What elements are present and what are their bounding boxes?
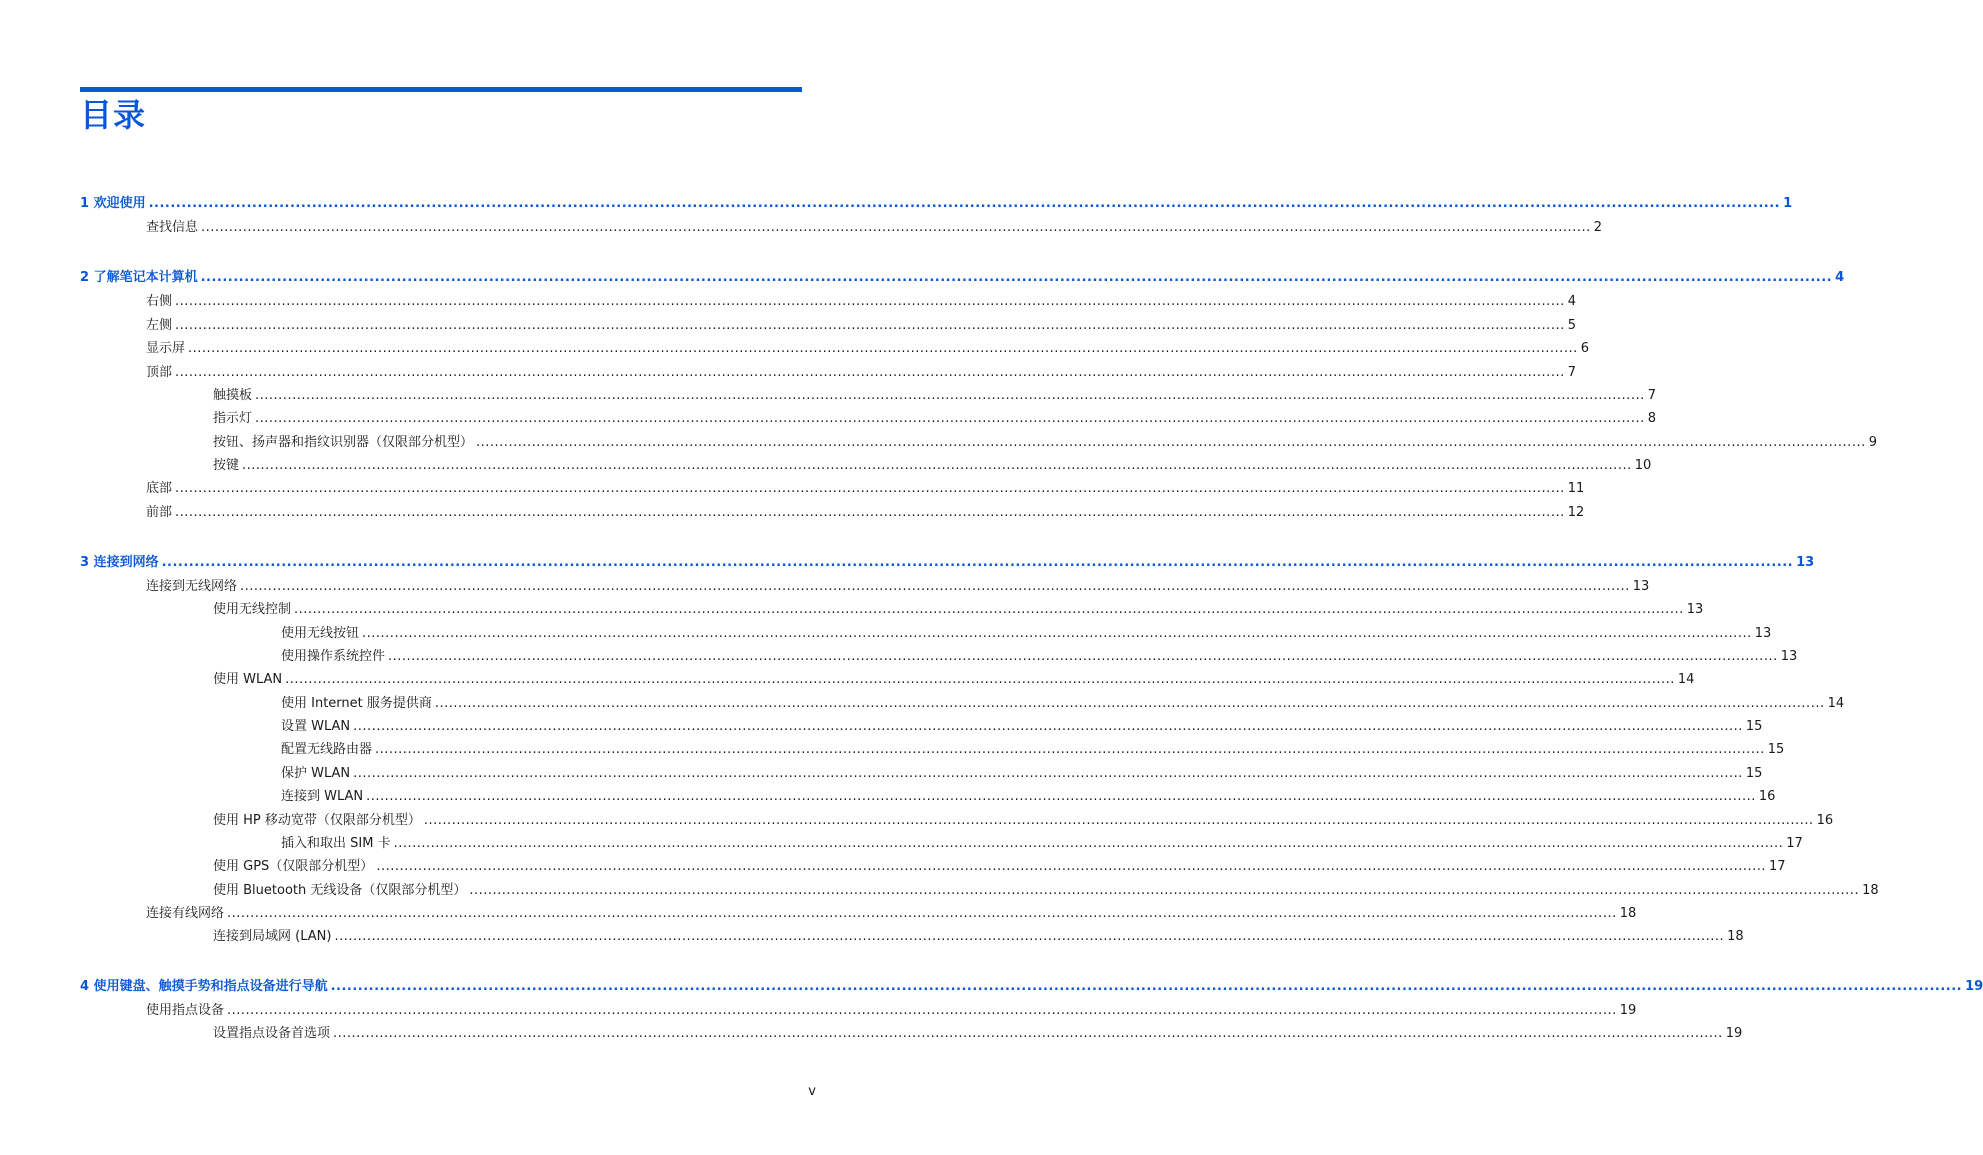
toc-entry-page: 6 bbox=[1580, 341, 1589, 356]
dot-leader: ............................................................................................................................................................................................................................................................................................................ bbox=[188, 341, 1578, 356]
toc-entry-label: 使用无线按钮 bbox=[281, 626, 360, 641]
dot-leader: ............................................................................................................................................................................................................................................................................................................ bbox=[434, 696, 1825, 711]
toc-entry[interactable] bbox=[281, 649, 1798, 665]
toc-entry-label: 使用 Bluetooth 无线设备（仅限部分机型） bbox=[213, 883, 467, 898]
dot-leader: ............................................................................................................................................................................................................................................................................................................ bbox=[161, 555, 1794, 570]
toc-entry-page: 14 bbox=[1827, 696, 1845, 711]
toc-entry-label: 查找信息 bbox=[146, 220, 199, 235]
toc-entry-page: 16 bbox=[1816, 813, 1834, 828]
toc-entry-label: 设置 WLAN bbox=[281, 719, 351, 734]
dot-leader: ............................................................................................................................................................................................................................................................................................................ bbox=[294, 602, 1684, 617]
dot-leader: ............................................................................................................................................................................................................................................................................................................ bbox=[148, 196, 1781, 211]
dot-leader: ............................................................................................................................................................................................................................................................................................................ bbox=[255, 388, 1645, 403]
toc-entry-label: 1 欢迎使用 bbox=[80, 196, 146, 211]
toc-entry[interactable] bbox=[281, 742, 1785, 758]
toc-entry-label: 连接到局域网 (LAN) bbox=[213, 929, 332, 944]
toc-entry-label: 插入和取出 SIM 卡 bbox=[281, 836, 391, 851]
toc-entry-label: 使用无线控制 bbox=[213, 602, 292, 617]
toc-entry-label: 按钮、扬声器和指纹识别器（仅限部分机型） bbox=[213, 435, 474, 450]
toc-entry[interactable] bbox=[213, 813, 1834, 829]
toc-entry-page: 4 bbox=[1835, 270, 1845, 285]
toc-entry-page: 9 bbox=[1868, 435, 1877, 450]
toc-entry-page: 2 bbox=[1593, 220, 1602, 235]
toc-entry-page: 18 bbox=[1619, 906, 1637, 921]
dot-leader: ............................................................................................................................................................................................................................................................................................................ bbox=[175, 505, 1565, 520]
toc-entry-label: 底部 bbox=[146, 481, 173, 496]
dot-leader: ............................................................................................................................................................................................................................................................................................................ bbox=[375, 742, 1765, 757]
toc-entry-page: 17 bbox=[1769, 859, 1786, 874]
toc-entry-page: 13 bbox=[1796, 555, 1815, 570]
dot-leader: ............................................................................................................................................................................................................................................................................................................ bbox=[393, 836, 1784, 851]
dot-leader: ............................................................................................................................................................................................................................................................................................................ bbox=[376, 859, 1767, 874]
toc-entry-label: 使用 Internet 服务提供商 bbox=[281, 696, 432, 711]
toc-entry[interactable] bbox=[213, 859, 1786, 875]
dot-leader: ............................................................................................................................................................................................................................................................................................................ bbox=[285, 672, 1675, 687]
dot-leader: ............................................................................................................................................................................................................................................................................................................ bbox=[175, 365, 1565, 380]
toc-entry[interactable] bbox=[146, 220, 1602, 236]
toc-entry-label: 使用指点设备 bbox=[146, 1003, 225, 1018]
toc-entry[interactable] bbox=[213, 929, 1744, 945]
dot-leader: ............................................................................................................................................................................................................................................................................................................ bbox=[175, 294, 1565, 309]
toc-entry-page: 19 bbox=[1725, 1026, 1743, 1041]
toc-entry[interactable] bbox=[213, 388, 1656, 404]
toc-entry-label: 使用 HP 移动宽带（仅限部分机型） bbox=[213, 813, 421, 828]
toc-entry-page: 18 bbox=[1727, 929, 1744, 944]
page-title: 目录 bbox=[80, 96, 147, 134]
toc-entry-label: 使用操作系统控件 bbox=[281, 649, 386, 664]
toc-entry[interactable] bbox=[213, 672, 1695, 688]
toc-entry-page: 16 bbox=[1758, 789, 1776, 804]
toc-entry-label: 前部 bbox=[146, 505, 173, 520]
toc-entry[interactable] bbox=[213, 411, 1656, 427]
toc-entry[interactable] bbox=[146, 318, 1576, 334]
toc-entry-page: 1 bbox=[1783, 196, 1793, 211]
toc-entry-label: 指示灯 bbox=[213, 411, 253, 426]
toc-entry-page: 8 bbox=[1647, 411, 1656, 426]
dot-leader: ............................................................................................................................................................................................................................................................................................................ bbox=[476, 435, 1866, 450]
footer-page-number: v bbox=[808, 1084, 816, 1099]
toc-entry-page: 17 bbox=[1786, 836, 1803, 851]
toc-entry-label: 顶部 bbox=[146, 365, 173, 380]
toc-entry[interactable] bbox=[213, 435, 1877, 451]
dot-leader: ............................................................................................................................................................................................................................................................................................................ bbox=[362, 626, 1752, 641]
dot-leader: ............................................................................................................................................................................................................................................................................................................ bbox=[353, 766, 1743, 781]
toc-entry[interactable] bbox=[213, 458, 1652, 474]
toc-entry-page: 19 bbox=[1965, 979, 1983, 994]
toc-entry-label: 连接到 WLAN bbox=[281, 789, 364, 804]
dot-leader: ............................................................................................................................................................................................................................................................................................................ bbox=[334, 929, 1725, 944]
dot-leader: ............................................................................................................................................................................................................................................................................................................ bbox=[423, 813, 1814, 828]
toc-entry[interactable] bbox=[146, 906, 1637, 922]
toc-entry-label: 设置指点设备首选项 bbox=[213, 1026, 331, 1041]
toc-entry-label: 使用 GPS（仅限部分机型） bbox=[213, 859, 374, 874]
dot-leader: ............................................................................................................................................................................................................................................................................................................ bbox=[240, 579, 1630, 594]
toc-entry[interactable] bbox=[146, 365, 1576, 381]
dot-leader: ............................................................................................................................................................................................................................................................................................................ bbox=[353, 719, 1743, 734]
toc-entry-page: 5 bbox=[1567, 318, 1576, 333]
toc-entry[interactable] bbox=[281, 789, 1776, 805]
toc-entry-label: 配置无线路由器 bbox=[281, 742, 373, 757]
toc-entry-label: 连接到无线网络 bbox=[146, 579, 238, 594]
toc-entry[interactable] bbox=[146, 1003, 1637, 1019]
toc-entry-label: 右侧 bbox=[146, 294, 173, 309]
toc-entry[interactable] bbox=[213, 1026, 1743, 1042]
dot-leader: ............................................................................................................................................................................................................................................................................................................ bbox=[242, 458, 1632, 473]
toc-entry-label: 3 连接到网络 bbox=[80, 555, 159, 570]
dot-leader: ............................................................................................................................................................................................................................................................................................................ bbox=[200, 270, 1833, 285]
toc-entry[interactable] bbox=[146, 341, 1589, 357]
dot-leader: ............................................................................................................................................................................................................................................................................................................ bbox=[255, 411, 1645, 426]
dot-leader: ............................................................................................................................................................................................................................................................................................................ bbox=[469, 883, 1860, 898]
toc-entry-page: 13 bbox=[1686, 602, 1704, 617]
toc-entry-label: 按键 bbox=[213, 458, 240, 473]
toc-entry-page: 11 bbox=[1567, 481, 1585, 496]
toc-entry[interactable] bbox=[281, 719, 1763, 735]
toc-entry[interactable] bbox=[146, 481, 1585, 497]
toc-entry-label: 2 了解笔记本计算机 bbox=[80, 270, 198, 285]
toc-entry[interactable] bbox=[213, 602, 1704, 618]
toc-entry-page: 7 bbox=[1567, 365, 1576, 380]
toc-entry-page: 15 bbox=[1745, 766, 1763, 781]
dot-leader: ............................................................................................................................................................................................................................................................................................................ bbox=[201, 220, 1591, 235]
toc-entry-page: 7 bbox=[1647, 388, 1656, 403]
toc-chapter-entry[interactable] bbox=[80, 270, 1845, 286]
dot-leader: ............................................................................................................................................................................................................................................................................................................ bbox=[333, 1026, 1723, 1041]
toc-entry[interactable] bbox=[146, 505, 1585, 521]
toc-entry-page: 13 bbox=[1632, 579, 1650, 594]
dot-leader: ............................................................................................................................................................................................................................................................................................................ bbox=[227, 1003, 1617, 1018]
toc-entry-label: 使用 WLAN bbox=[213, 672, 283, 687]
dot-leader: ............................................................................................................................................................................................................................................................................................................ bbox=[366, 789, 1756, 804]
toc-entry-label: 4 使用键盘、触摸手势和指点设备进行导航 bbox=[80, 979, 328, 994]
dot-leader: ............................................................................................................................................................................................................................................................................................................ bbox=[388, 649, 1778, 664]
toc-chapter-entry[interactable] bbox=[80, 196, 1793, 212]
toc-entry[interactable] bbox=[281, 696, 1845, 712]
toc-entry-label: 左侧 bbox=[146, 318, 173, 333]
toc-chapter-entry[interactable] bbox=[80, 555, 1815, 571]
toc-entry-label: 保护 WLAN bbox=[281, 766, 351, 781]
toc-entry[interactable] bbox=[146, 579, 1650, 595]
toc-entry-page: 18 bbox=[1862, 883, 1879, 898]
dot-leader: ............................................................................................................................................................................................................................................................................................................ bbox=[227, 906, 1617, 921]
toc-entry-page: 15 bbox=[1767, 742, 1785, 757]
toc-entry[interactable] bbox=[281, 766, 1763, 782]
dot-leader: ............................................................................................................................................................................................................................................................................................................ bbox=[175, 481, 1565, 496]
toc-entry-page: 13 bbox=[1754, 626, 1772, 641]
toc-entry[interactable] bbox=[213, 883, 1879, 899]
toc-entry-page: 4 bbox=[1567, 294, 1576, 309]
toc-entry[interactable] bbox=[146, 294, 1576, 310]
toc-entry-page: 13 bbox=[1780, 649, 1798, 664]
toc-entry[interactable] bbox=[281, 836, 1803, 852]
toc-entry-page: 10 bbox=[1634, 458, 1652, 473]
toc-entry-label: 触摸板 bbox=[213, 388, 253, 403]
toc-entry-page: 12 bbox=[1567, 505, 1585, 520]
dot-leader: ............................................................................................................................................................................................................................................................................................................ bbox=[330, 979, 1963, 994]
toc-entry-label: 显示屏 bbox=[146, 341, 186, 356]
toc-entry-page: 15 bbox=[1745, 719, 1763, 734]
toc-entry-label: 连接有线网络 bbox=[146, 906, 225, 921]
dot-leader: ............................................................................................................................................................................................................................................................................................................ bbox=[175, 318, 1565, 333]
toc-entry-page: 19 bbox=[1619, 1003, 1637, 1018]
toc-entry[interactable] bbox=[281, 626, 1772, 642]
toc-entry-page: 14 bbox=[1677, 672, 1695, 687]
toc-chapter-entry[interactable] bbox=[80, 979, 1983, 995]
